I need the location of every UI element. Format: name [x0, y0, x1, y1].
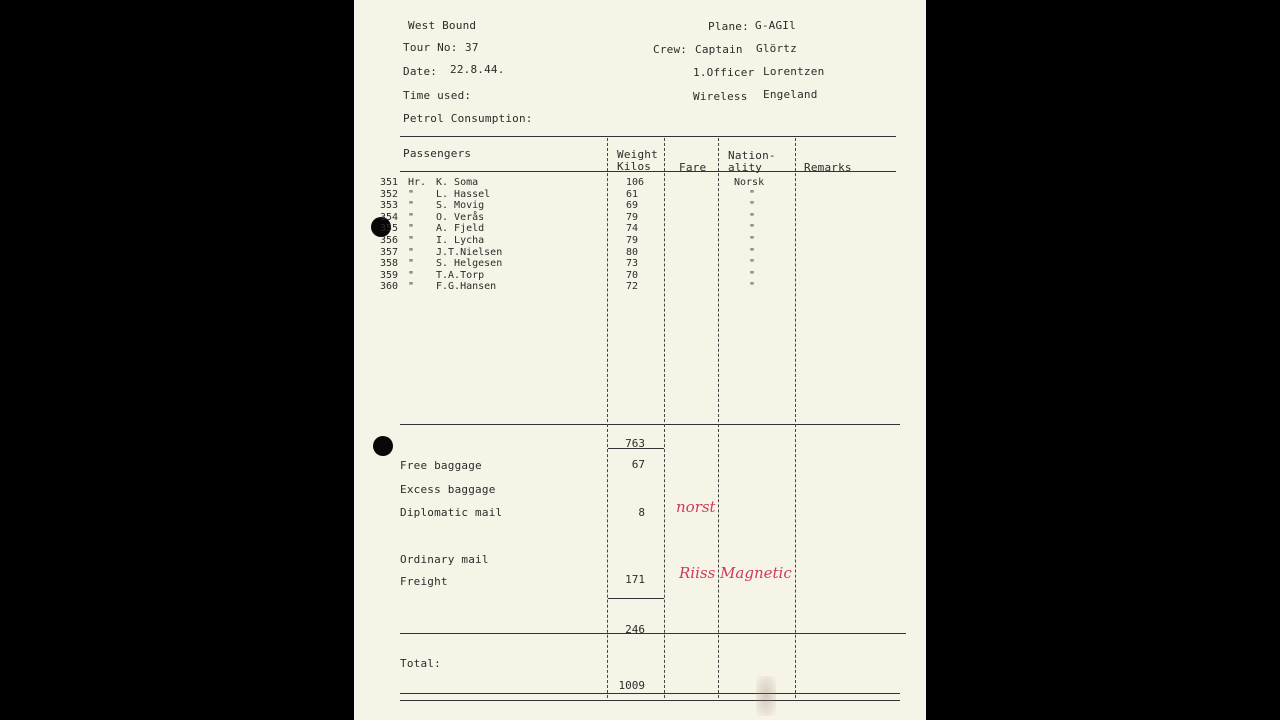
- passenger-name: A. Fjeld: [436, 223, 485, 235]
- passenger-nationality: ": [749, 281, 756, 293]
- passenger-row: [380, 189, 860, 201]
- passenger-title: ": [408, 281, 415, 293]
- passenger-row: [380, 270, 860, 282]
- freight-handwritten-note: Riiss Magnetic: [679, 564, 792, 582]
- col-header-remarks: Remarks: [804, 161, 852, 174]
- freight-label: Freight: [400, 575, 448, 588]
- plane-value: G-AGIl: [755, 19, 796, 32]
- passenger-weight: 74: [626, 223, 639, 235]
- free-baggage-label: Free baggage: [400, 459, 482, 472]
- passenger-nationality: ": [749, 235, 756, 246]
- col-header-nationality-line2: ality: [728, 161, 763, 174]
- diplomatic-mail-weight: 8: [638, 506, 645, 519]
- grand-total-rule-2: [400, 700, 900, 701]
- passenger-nationality: ": [749, 269, 756, 281]
- excess-baggage-label: Excess baggage: [400, 483, 496, 496]
- passenger-row: [380, 247, 860, 259]
- col-header-weight-line1: Weight: [617, 148, 658, 161]
- passenger-weight: 69: [626, 200, 639, 212]
- passenger-number: 351: [380, 177, 399, 188]
- passenger-title: ": [408, 211, 415, 223]
- grand-total-weight: 1009: [618, 679, 645, 692]
- passenger-name: K. Soma: [436, 177, 479, 188]
- crew-label: Crew:: [653, 43, 688, 56]
- diplomatic-mail-label: Diplomatic mail: [400, 506, 503, 519]
- passenger-nationality: ": [749, 223, 756, 235]
- passenger-number: 355: [380, 223, 399, 235]
- diplomatic-mail-handwritten-note: norst: [676, 498, 716, 516]
- col-header-weight-line2: Kilos: [617, 160, 652, 173]
- passenger-row: [380, 223, 860, 235]
- passenger-weight: 73: [626, 258, 639, 270]
- direction: West Bound: [408, 19, 477, 32]
- passenger-nationality: ": [749, 188, 756, 200]
- date-value: 22.8.44.: [450, 63, 505, 76]
- passenger-row: [380, 281, 860, 293]
- flight-log-sheet: [354, 0, 926, 720]
- captain-name: Glörtz: [756, 42, 797, 55]
- col-header-passengers: Passengers: [403, 147, 472, 160]
- passenger-nationality: ": [749, 200, 756, 212]
- passenger-title: ": [408, 223, 415, 235]
- total-label: Total:: [400, 657, 441, 670]
- passenger-row: [380, 200, 860, 212]
- weight-subtotal-rule-2: [608, 598, 664, 599]
- passenger-weight: 70: [626, 269, 639, 281]
- grand-total-rule-1: [400, 693, 900, 694]
- punch-hole-lower: [373, 436, 393, 456]
- passenger-weight: 79: [626, 235, 639, 246]
- tour-label: Tour No:: [403, 41, 458, 54]
- passenger-weight: 80: [626, 246, 639, 258]
- time-used-label: Time used:: [403, 89, 472, 102]
- freight-weight: 171: [625, 573, 645, 586]
- passenger-weight: 106: [626, 177, 645, 188]
- passenger-row: [380, 177, 860, 189]
- passenger-weight: 61: [626, 188, 639, 200]
- wireless-label: Wireless: [693, 90, 748, 103]
- passenger-name: O. Verås: [436, 211, 485, 223]
- paper-smudge: [756, 676, 776, 716]
- passenger-row: [380, 258, 860, 270]
- passenger-name: F.G.Hansen: [436, 281, 497, 293]
- passenger-number: 353: [380, 200, 399, 212]
- passenger-number: 354: [380, 211, 399, 223]
- passenger-nationality: Norsk: [734, 177, 765, 188]
- passenger-number: 358: [380, 258, 399, 270]
- wireless-name: Engeland: [763, 88, 818, 101]
- passenger-weight: 72: [626, 281, 639, 293]
- passenger-title: ": [408, 258, 415, 270]
- passenger-number: 360: [380, 281, 399, 293]
- passenger-weight-total: 763: [625, 437, 645, 450]
- table-top-rule: [400, 136, 896, 137]
- cargo-total-rule: [400, 633, 906, 634]
- passenger-name: S. Helgesen: [436, 258, 503, 270]
- passenger-name: J.T.Nielsen: [436, 246, 503, 258]
- passenger-total-rule: [400, 424, 900, 425]
- cargo-weight-total: 246: [625, 623, 645, 636]
- date-label: Date:: [403, 65, 438, 78]
- officer-label: 1.Officer: [693, 66, 755, 79]
- petrol-consumption-label: Petrol Consumption:: [403, 112, 533, 125]
- passenger-number: 359: [380, 269, 399, 281]
- passenger-title: Hr.: [408, 177, 427, 188]
- passenger-name: T.A.Torp: [436, 269, 485, 281]
- passenger-title: ": [408, 246, 415, 258]
- passenger-weight: 79: [626, 211, 639, 223]
- captain-label: Captain: [695, 43, 743, 56]
- officer-name: Lorentzen: [763, 65, 825, 78]
- col-header-fare: Fare: [679, 161, 707, 174]
- passenger-nationality: ": [749, 246, 756, 258]
- passenger-title: ": [408, 235, 415, 246]
- tour-number: 37: [465, 41, 479, 54]
- passenger-nationality: ": [749, 211, 756, 223]
- ordinary-mail-label: Ordinary mail: [400, 553, 489, 566]
- passenger-nationality: ": [749, 258, 756, 270]
- passenger-title: ": [408, 200, 415, 212]
- passenger-number: 352: [380, 188, 399, 200]
- col-header-nationality-line1: Nation-: [728, 149, 776, 162]
- passenger-number: 357: [380, 246, 399, 258]
- free-baggage-weight: 67: [631, 458, 645, 471]
- passenger-name: I. Lycha: [436, 235, 485, 246]
- passenger-name: S. Movig: [436, 200, 485, 212]
- passenger-title: ": [408, 269, 415, 281]
- plane-label: Plane:: [708, 20, 749, 33]
- passenger-row: [380, 212, 860, 224]
- passenger-row: [380, 235, 860, 247]
- passenger-title: ": [408, 188, 415, 200]
- passenger-name: L. Hassel: [436, 188, 491, 200]
- passenger-number: 356: [380, 235, 399, 246]
